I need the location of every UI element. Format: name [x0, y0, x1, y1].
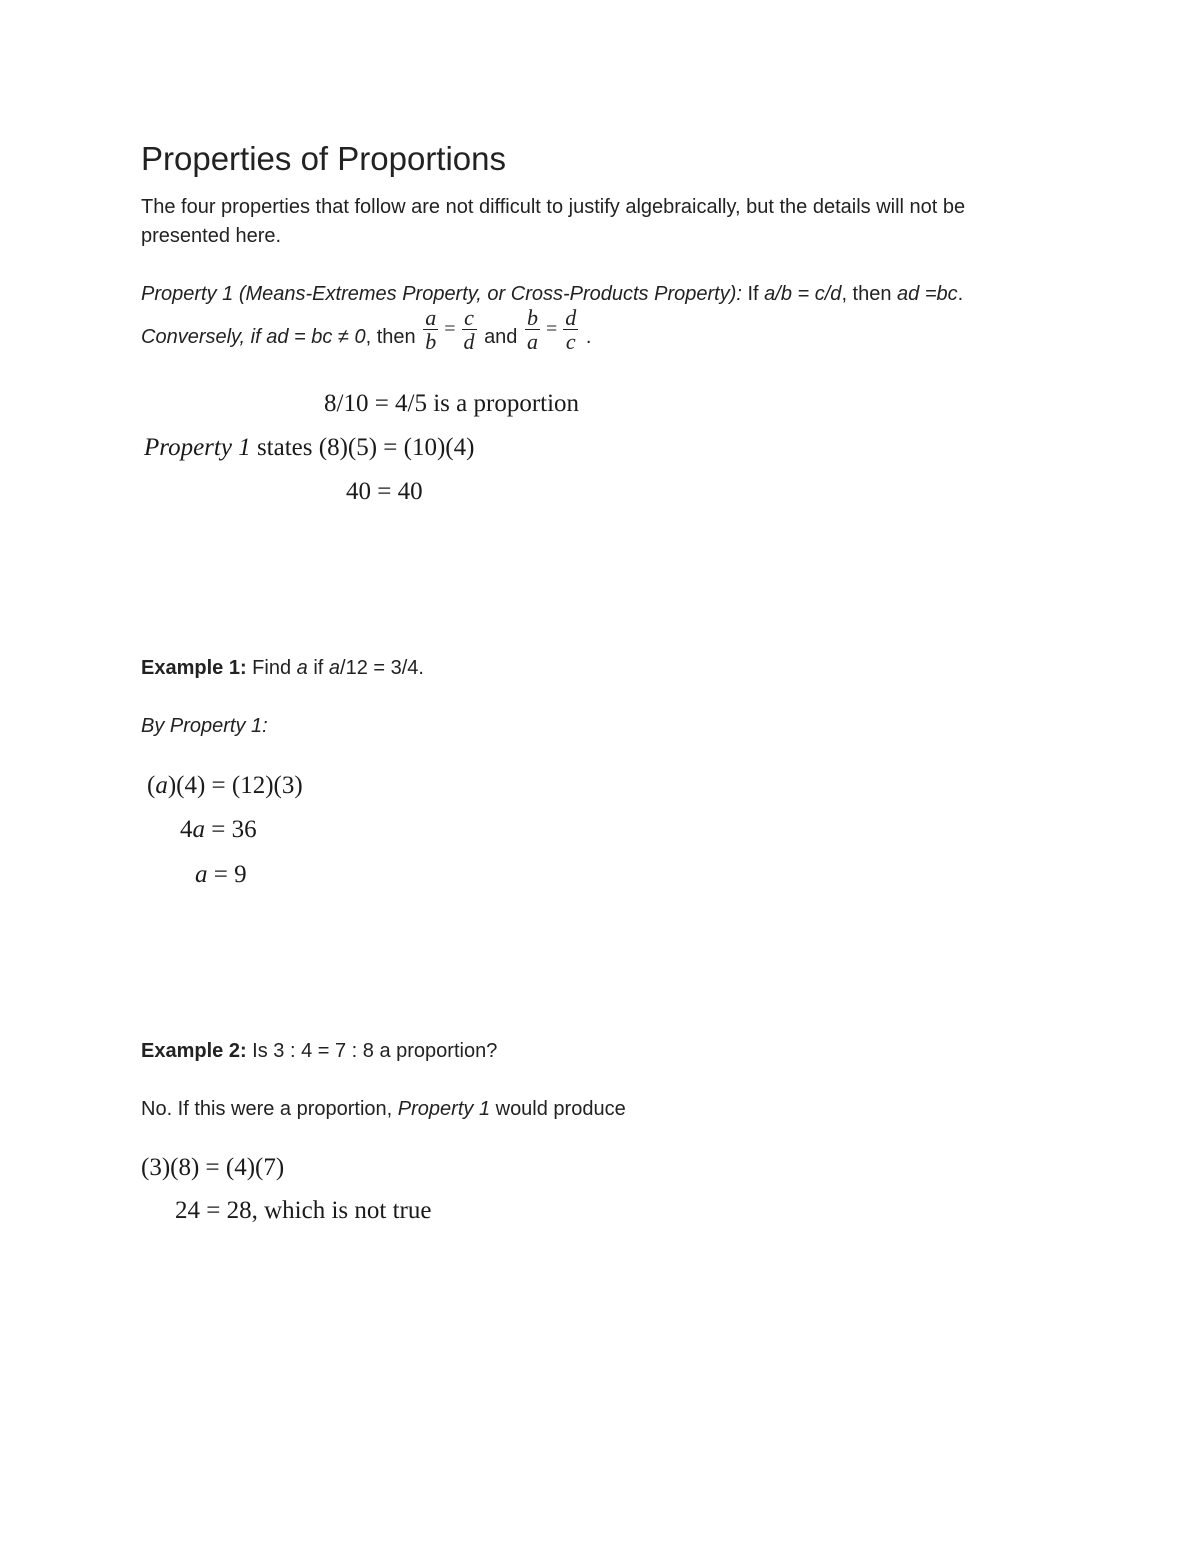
fraction-d-over-c: $\frac{d}{c}$ — [565, 305, 577, 355]
example-1-step-3: a = 9 — [195, 861, 247, 888]
page-title: Properties of Proportions — [141, 140, 507, 177]
property-1-statement: Property 1 (Means-Extremes Property, or Cross-Products Property): If a/b = c/d, then ad =bc. — [141, 283, 964, 305]
fraction-a-over-b: $\frac{a}{b}$ — [425, 305, 437, 355]
converse-lead: Conversely, if ad = bc ≠ 0 — [141, 325, 366, 348]
property-1-label: Property 1 (Means-Extremes Property, or Cross-Products Property): — [141, 283, 742, 305]
intro-line-2: presented here. — [141, 225, 282, 247]
example-2-answer: No. If this were a proportion, Property 1 would produce — [141, 1098, 626, 1120]
intro-line-1: The four properties that follow are not difficult to justify algebraically, but the details will not be — [141, 196, 966, 218]
example-1-heading: Example 1: Find a if a/12 = 3/4. — [141, 657, 424, 679]
illustration-line-3: 40 = 40 — [346, 478, 423, 505]
example-1-step-2: 4a = 36 — [180, 816, 257, 843]
fraction-c-over-d: $\frac{c}{d}$ — [463, 305, 475, 355]
property-1-result: ad =bc — [897, 283, 958, 305]
example-2-label: Example 2: — [141, 1040, 247, 1062]
illustration-line-1: 8/10 = 4/5 is a proportion — [324, 390, 580, 417]
example-1-label: Example 1: — [141, 657, 247, 679]
example-2-step-2: 24 = 28, which is not true — [175, 1197, 432, 1224]
example-2-heading: Example 2: Is 3 : 4 = 7 : 8 a proportion? — [141, 1040, 498, 1062]
illustration-line-2: Property 1 states (8)(5) = (10)(4) — [144, 434, 475, 461]
by-property-1: By Property 1: — [141, 715, 268, 737]
property-1-converse: Conversely, if ad = bc ≠ 0, then $\frac{a}{b}$ = $\frac{c}{d}$ and $\frac{b}{a}$ = $\frac{d}{c}$ . — [141, 305, 592, 355]
fraction-b-over-a: $\frac{b}{a}$ — [527, 305, 538, 355]
and-word: and — [484, 325, 518, 348]
property-1-condition: a/b = c/d — [764, 283, 842, 305]
example-2-step-1: (3)(8) = (4)(7) — [141, 1154, 285, 1181]
example-1-step-1: (a)(4) = (12)(3) — [147, 772, 303, 799]
